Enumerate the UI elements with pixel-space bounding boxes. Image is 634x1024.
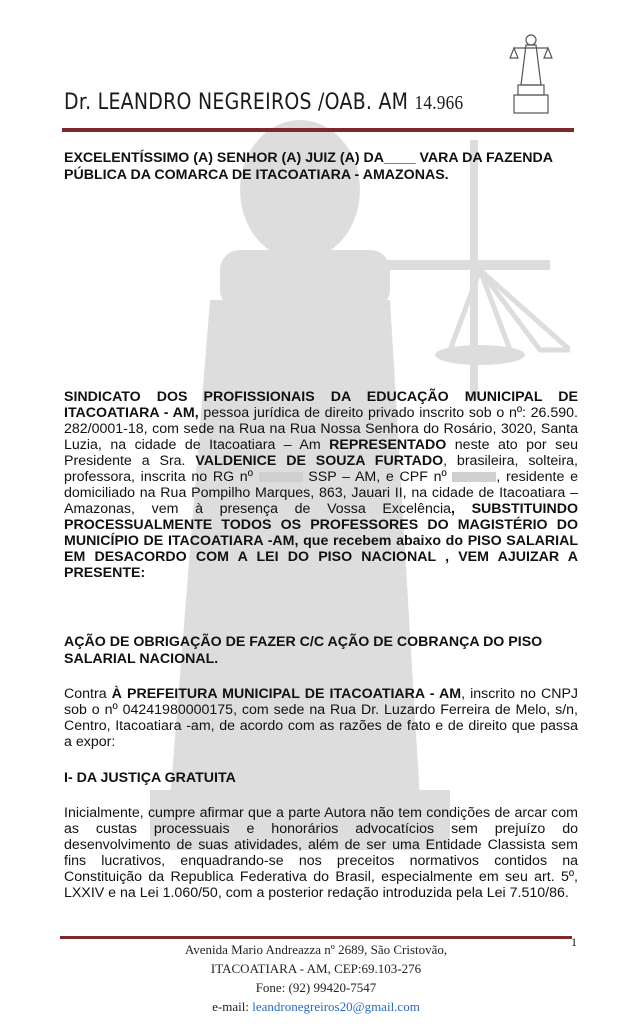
footer-rule: [60, 936, 572, 939]
footer-address: Avenida Mario Andreazza nº 2689, São Cristovão,: [184, 942, 448, 957]
defendant-text-2: , inscrito no CNPJ sob o nº 04241980000175, com sede na Rua Dr. Luzardo Ferreira de Melo, s/n, Centro, Itacoatiara -am, de acordo com as razões de fato e de direito que passa a expor:: [64, 686, 578, 750]
section-text-justice: Inicialmente, cumpre afirmar que a parte Autora não tem condições de arcar com as custas processuais e honorários advocatícios sem prejuízo do desenvolvimento de suas atividades, além de ser uma Entidade Classista sem fins lucrativos, enquadrando-se nos preceitos normativos contidos na Constituição da Republica Federativa do Brasil, especialmente em seu art. 5º, LXXIV e na Lei 1.060/50, com a posterior redação introduzida pela Lei 7.510/86.: [64, 805, 578, 901]
lawyer-header: [64, 90, 463, 115]
page-number: 1: [571, 935, 577, 949]
defendant-text-1: Contra: [64, 686, 112, 702]
footer-email-line: [60, 997, 572, 1016]
party-text-2: neste ato por seu Presidente a Sra.: [64, 437, 578, 469]
header-rule: [62, 128, 574, 132]
address-heading: EXCELENTÍSSIMO (A) SENHOR (A) JUIZ (A) DA____ VARA DA FAZENDA PÚBLICA DA COMARCA DE ITACOATIARA - AMAZONAS.: [64, 150, 553, 183]
defendant-name: À PREFEITURA MUNICIPAL DE ITACOATIARA - AM: [111, 686, 462, 702]
action-title: AÇÃO DE OBRIGAÇÃO DE FAZER C/C AÇÃO DE COBRANÇA DO PISO SALARIAL NACIONAL.: [64, 634, 543, 667]
footer: [60, 940, 572, 1016]
lawyer-name: Dr. LEANDRO NEGREIROS /OAB. AM: [64, 90, 409, 115]
party-text-5: , residente e domiciliado na Rua Pompilho Marques, 863, Jauari II, na cidade de Itacoatiara – Amazonas, vem à presença de Vossa Excelência: [64, 469, 578, 517]
represented-label: REPRESENTADO: [329, 437, 447, 453]
president-name: VALDENICE DE SOUZA FURTADO: [195, 453, 444, 469]
redacted-cpf: [452, 472, 496, 482]
justice-statue-icon: [506, 30, 556, 116]
oab-number: 14.966: [414, 92, 464, 114]
party-text-4: SSP – AM, e CPF nº: [302, 469, 453, 485]
union-name: SINDICATO DOS PROFISSIONAIS DA EDUCAÇÃO MUNICIPAL DE ITACOATIARA - AM,: [64, 389, 578, 421]
footer-city: ITACOATIARA - AM, CEP:69.103-276: [210, 961, 422, 976]
party-text-3: , brasileira, solteira, professora, inscrita no RG nº: [64, 453, 578, 485]
redacted-rg: [259, 472, 303, 482]
email-label: e-mail:: [212, 999, 253, 1014]
section-title-justice: I- DA JUSTIÇA GRATUITA: [64, 770, 236, 786]
party-qualification: [64, 389, 578, 581]
footer-phone: Fone: (92) 99420-7547: [255, 980, 377, 995]
substitution-clause: , SUBSTITUINDO PROCESSUALMENTE TODOS OS PROFESSORES DO MAGISTÉRIO DO MUNICÍPIO DE ITACOATIARA -AM, que recebem abaixo do PISO SALARIAL EM DESACORDO COM A LEI DO PISO NACIONAL , VEM AJUIZAR A PRESENTE:: [64, 501, 579, 581]
defendant-paragraph: [64, 686, 578, 750]
party-text-1: pessoa jurídica de direito privado inscrito sob o nº: 26.590. 282/0001-18, com sede na Rua na Rua Nossa Senhora do Rosário, 3020, Santa Luzia, na cidade de Itacoatiara – Am: [64, 405, 578, 453]
email-link[interactable]: leandronegreiros20@gmail.com: [252, 999, 420, 1014]
